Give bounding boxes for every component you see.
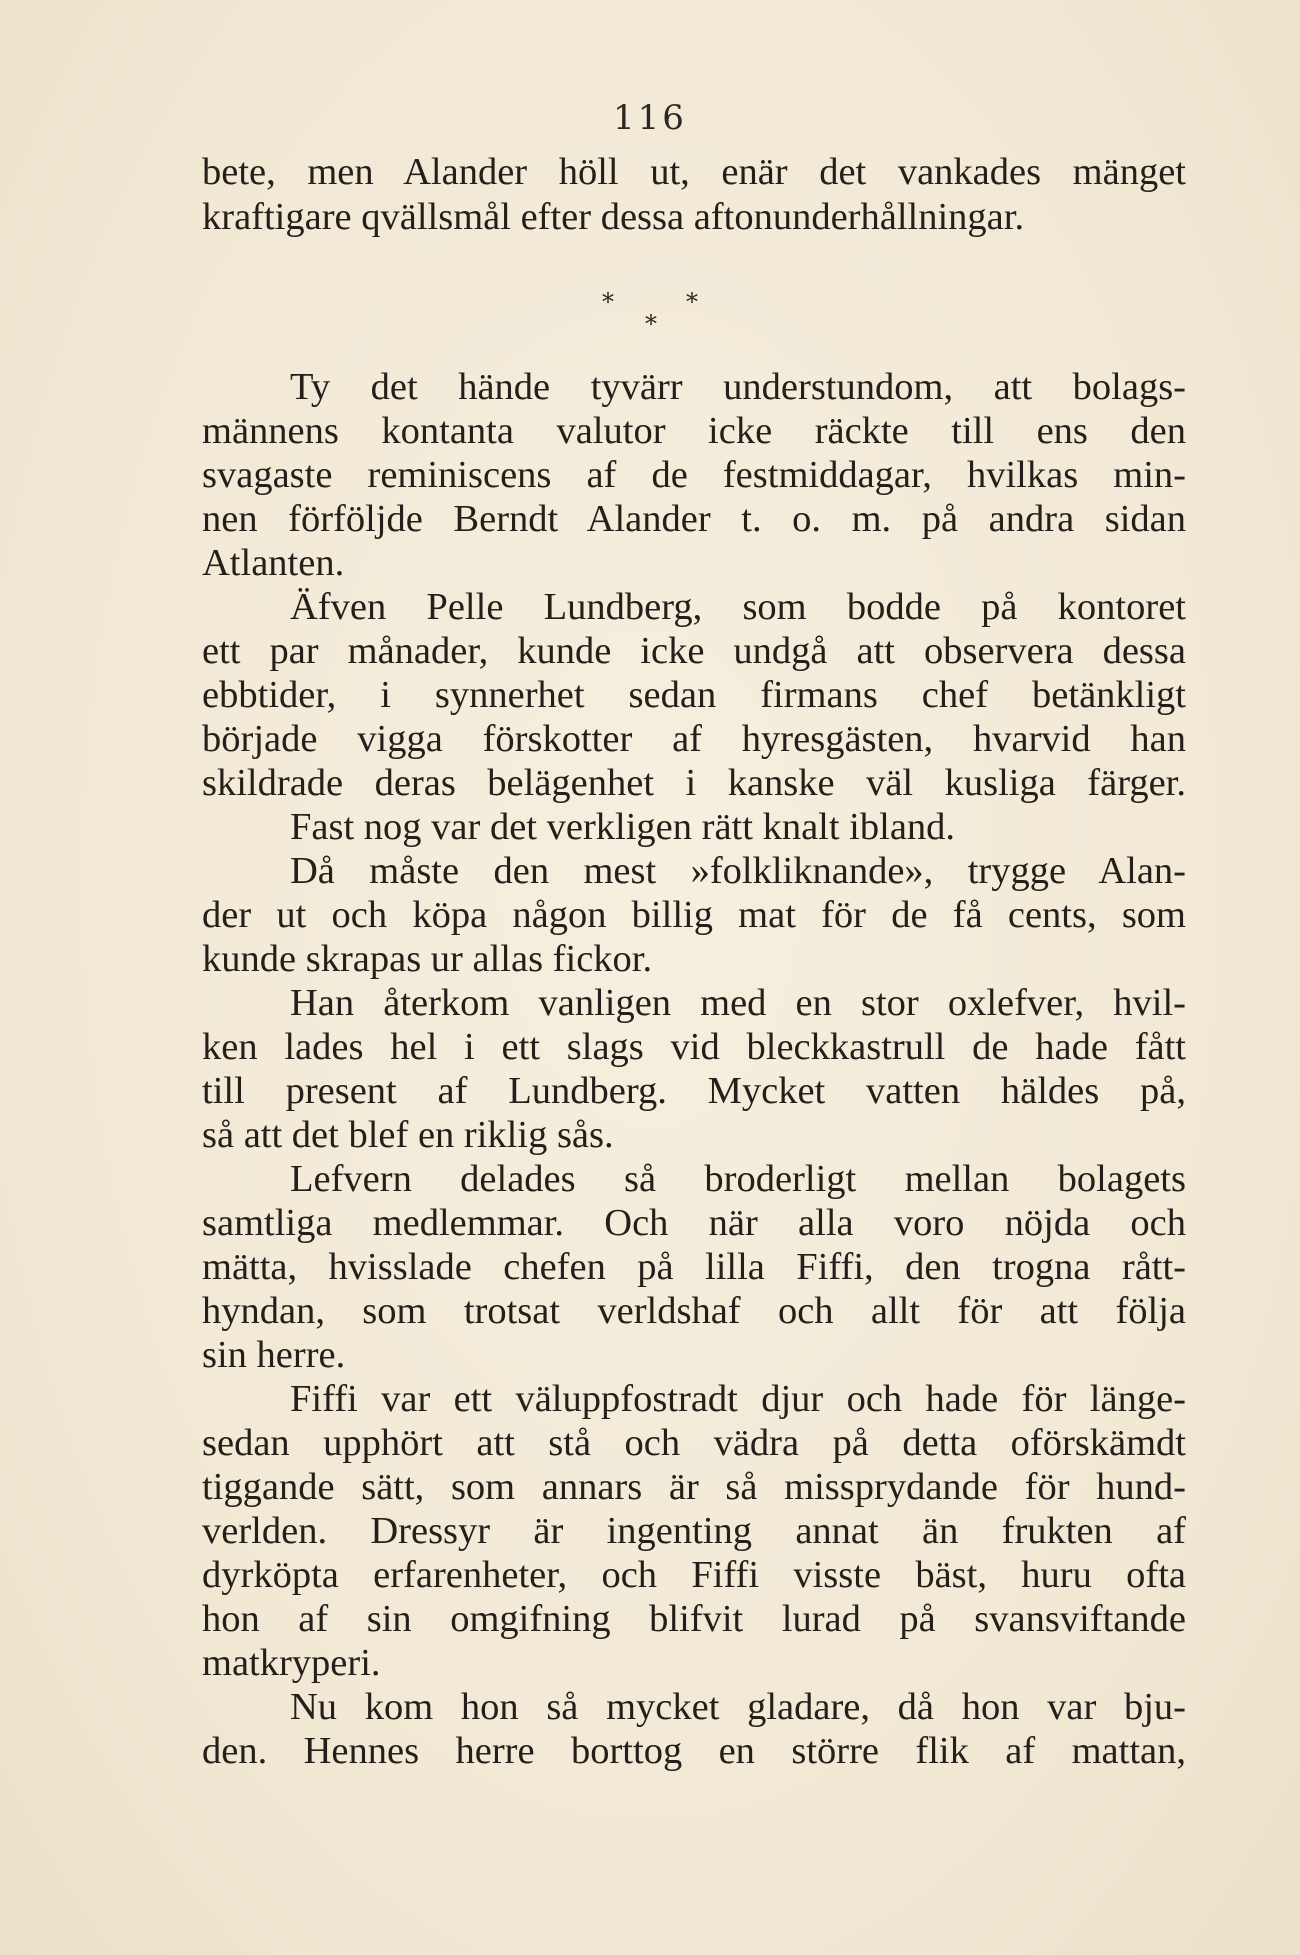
- text-line: den. Hennes herre borttog en större flik af mattan,: [202, 1730, 1186, 1772]
- text-line: nen förföljde Berndt Alander t. o. m. på andra sidan: [202, 498, 1186, 540]
- text-line: dyrköpta erfarenheter, och Fiffi visste bäst, huru ofta: [202, 1554, 1186, 1596]
- text-line: så att det blef en riklig sås.: [202, 1114, 614, 1156]
- text-line: matkryperi.: [202, 1642, 381, 1684]
- section-separator: [0, 288, 1300, 348]
- text-line: Nu kom hon så mycket gladare, då hon var bju-: [290, 1686, 1186, 1728]
- text-line: tiggande sätt, som annars är så missprydande för hund-: [202, 1466, 1186, 1508]
- text-line: mätta, hvisslade chefen på lilla Fiffi, den trogna rått-: [202, 1246, 1186, 1288]
- text-line: Han återkom vanligen med en stor oxlefver, hvil-: [290, 982, 1186, 1024]
- text-line: Fast nog var det verkligen rätt knalt ibland.: [290, 806, 956, 848]
- text-line: hon af sin omgifning blifvit lurad på svansviftande: [202, 1598, 1186, 1640]
- text-line: kunde skrapas ur allas fickor.: [202, 938, 653, 980]
- asterisk: *: [602, 288, 614, 316]
- text-line: svagaste reminiscens af de festmiddagar, hvilkas min-: [202, 454, 1186, 496]
- text-line: Atlanten.: [202, 542, 345, 584]
- text-line: Lefvern delades så broderligt mellan bolagets: [290, 1158, 1186, 1200]
- text-line: Äfven Pelle Lundberg, som bodde på kontoret: [290, 586, 1186, 628]
- text-line: kraftigare qvällsmål efter dessa aftonunderhållningar.: [202, 196, 1025, 238]
- text-line: sin herre.: [202, 1334, 346, 1376]
- text-line: Ty det hände tyvärr understundom, att bolags-: [290, 366, 1186, 408]
- text-line: började vigga förskotter af hyresgästen, hvarvid han: [202, 718, 1186, 760]
- asterisk: *: [686, 288, 698, 316]
- text-line: ett par månader, kunde icke undgå att observera dessa: [202, 630, 1186, 672]
- text-line: ebbtider, i synnerhet sedan firmans chef betänkligt: [202, 674, 1186, 716]
- text-line: sedan upphört att stå och vädra på detta oförskämdt: [202, 1422, 1186, 1464]
- text-line: ken lades hel i ett slags vid bleckkastrull de hade fått: [202, 1026, 1186, 1068]
- text-line: der ut och köpa någon billig mat för de få cents, som: [202, 894, 1186, 936]
- text-line: till present af Lundberg. Mycket vatten häldes på,: [202, 1070, 1186, 1112]
- text-line: Då måste den mest »folkliknande», trygge Alan-: [290, 850, 1186, 892]
- text-line: skildrade deras belägenhet i kanske väl kusliga färger.: [202, 762, 1186, 804]
- text-line: verlden. Dressyr är ingenting annat än frukten af: [202, 1510, 1186, 1552]
- page-number: 116: [613, 98, 687, 138]
- text-line: samtliga medlemmar. Och när alla voro nöjda och: [202, 1202, 1186, 1244]
- asterisk: *: [645, 310, 657, 338]
- text-line: bete, men Alander höll ut, enär det vankades mänget: [202, 151, 1186, 193]
- text-line: hyndan, som trotsat verldshaf och allt för att följa: [202, 1290, 1186, 1332]
- text-line: Fiffi var ett väluppfostradt djur och hade för länge-: [290, 1378, 1186, 1420]
- text-line: männens kontanta valutor icke räckte till ens den: [202, 410, 1186, 452]
